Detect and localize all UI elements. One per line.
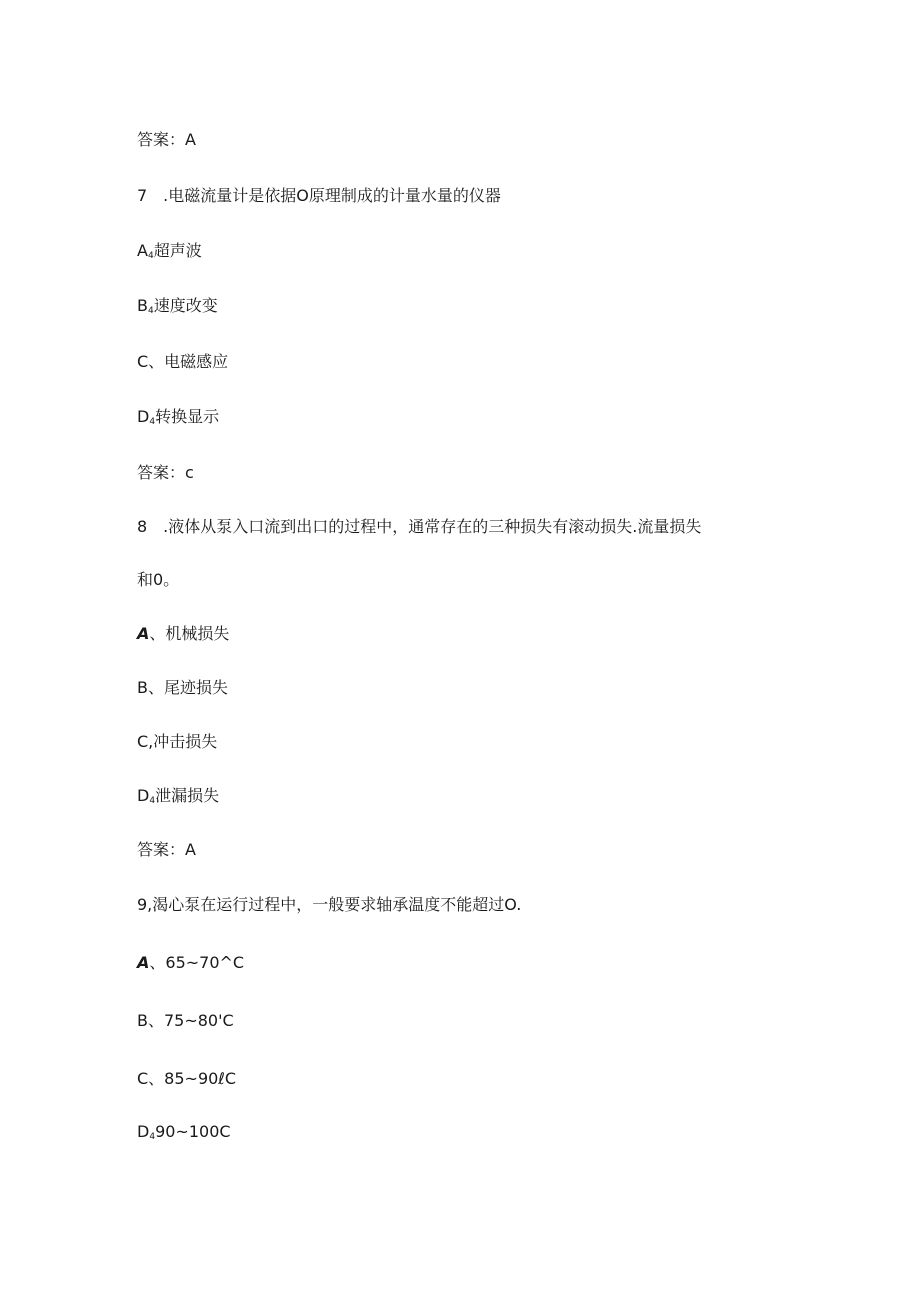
- question-7: [137, 186, 501, 206]
- question-text: 7 .电磁流量计是依据O原理制成的计量水量的仪器: [137, 186, 501, 205]
- option-letter: D: [137, 407, 150, 426]
- option-8c: [137, 732, 217, 752]
- answer-line-7: [137, 463, 194, 483]
- option-9b: [137, 1011, 234, 1031]
- option-letter: A: [137, 953, 150, 972]
- question-text: 9,渴心泵在运行过程中，一般要求轴承温度不能超过O.: [137, 895, 522, 914]
- answer-line-8: [137, 840, 196, 860]
- option-9c: [137, 1069, 236, 1089]
- option-8a: [137, 624, 229, 644]
- option-subscript: 4: [147, 306, 154, 316]
- option-letter: A: [137, 241, 148, 260]
- option-subscript: 4: [149, 796, 156, 806]
- question-text: 和0。: [137, 570, 180, 589]
- option-subscript: 4: [149, 1132, 156, 1142]
- option-letter: A: [137, 624, 150, 643]
- option-letter: D: [137, 1122, 150, 1141]
- option-text: B、尾迹损失: [137, 678, 228, 697]
- option-text: 、机械损失: [149, 624, 230, 643]
- option-7c: [137, 352, 228, 372]
- option-8d: [137, 786, 219, 811]
- option-subscript: 4: [147, 251, 154, 261]
- option-text: 90~100C: [155, 1122, 231, 1141]
- option-9d: [137, 1122, 231, 1147]
- option-letter: D: [137, 786, 150, 805]
- answer-text: 答案：A: [137, 840, 196, 859]
- option-text: C,冲击损失: [137, 732, 218, 751]
- option-text: C、85~90ℓC: [137, 1069, 237, 1088]
- option-7d: [137, 407, 219, 432]
- option-text: 转换显示: [155, 407, 220, 426]
- option-7b: [137, 296, 218, 321]
- option-text: 速度改变: [153, 296, 218, 315]
- option-text: 超声波: [153, 241, 202, 260]
- answer-text: 答案：A: [137, 130, 196, 149]
- answer-line-6: [137, 130, 196, 150]
- question-9: [137, 895, 521, 915]
- option-subscript: 4: [149, 417, 156, 427]
- option-9a: [137, 953, 244, 973]
- option-text: 泄漏损失: [155, 786, 220, 805]
- answer-text: 答案：c: [137, 463, 194, 482]
- option-letter: B: [137, 296, 148, 315]
- option-text: C、电磁感应: [137, 352, 229, 371]
- question-text: 8 .液体从泵入口流到出口的过程中，通常存在的三种损失有滚动损失.流量损失: [137, 517, 702, 536]
- option-7a: [137, 241, 202, 266]
- question-8: [137, 517, 701, 537]
- question-8-continuation: [137, 570, 179, 590]
- option-text: B、75~80'C: [137, 1011, 234, 1030]
- option-text: 、65~70^C: [149, 953, 245, 972]
- option-8b: [137, 678, 228, 698]
